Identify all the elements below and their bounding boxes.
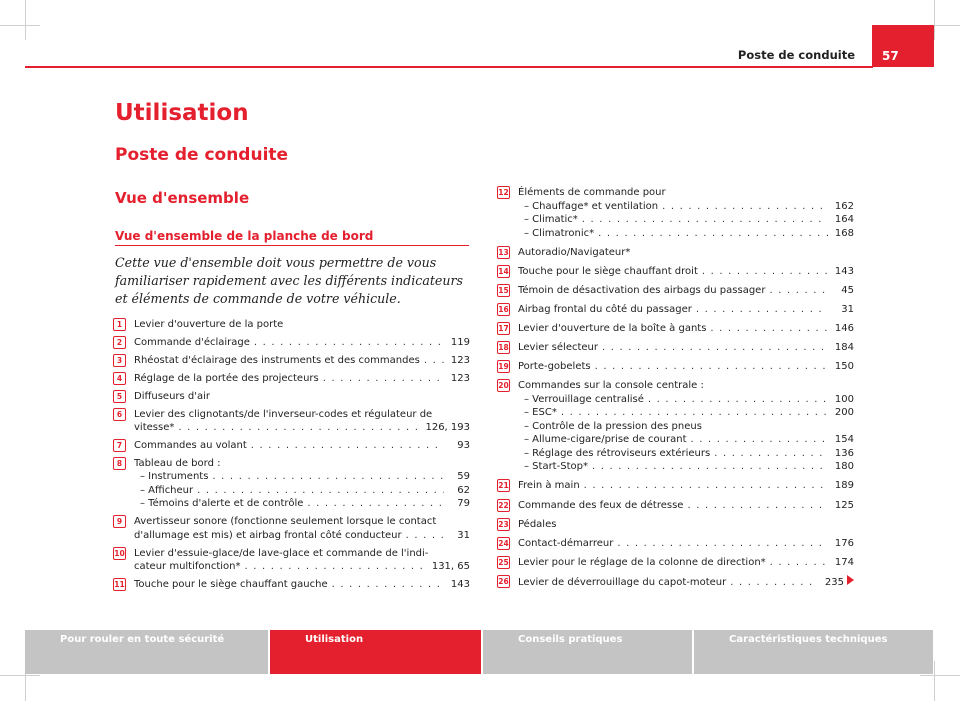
- legend-text: Diffuseurs d'air: [134, 390, 211, 402]
- legend-item: [113, 457, 470, 511]
- dot-leader: [648, 393, 828, 406]
- legend-number-badge: 15: [498, 285, 509, 295]
- legend-item: [113, 578, 470, 592]
- dot-leader: [212, 470, 444, 483]
- legend-item: [497, 379, 854, 474]
- dot-leader: [245, 560, 428, 573]
- legend-line: [134, 390, 470, 403]
- dot-leader: [561, 406, 828, 419]
- legend-text: Levier de déverrouillage du capot-moteur: [518, 576, 727, 588]
- legend-item: [113, 372, 470, 386]
- page-reference[interactable]: 45: [841, 284, 854, 296]
- legend-line: [518, 499, 854, 512]
- chapter-title: Utilisation: [115, 100, 249, 126]
- crop-mark: [920, 675, 960, 676]
- footer-tab[interactable]: [483, 630, 692, 674]
- page-reference[interactable]: 164: [834, 214, 854, 225]
- page-reference[interactable]: 131, 65: [431, 561, 470, 573]
- dot-leader: [406, 529, 444, 542]
- legend-text: – Témoins d'alerte et de contrôle: [140, 498, 304, 510]
- legend-item: [497, 575, 854, 589]
- legend-item: [497, 265, 854, 279]
- legend-line: [134, 515, 470, 528]
- legend-number-badge: 13: [498, 247, 509, 257]
- legend-text: Frein à main: [518, 480, 580, 492]
- legend-number-badge: 23: [498, 519, 509, 529]
- page-reference[interactable]: 93: [457, 439, 470, 451]
- legend-text: Contact-démarreur: [518, 537, 614, 549]
- page-reference[interactable]: 235: [824, 576, 844, 588]
- legend-line: [134, 421, 470, 434]
- page-reference[interactable]: 200: [834, 407, 854, 419]
- legend-text: – Chauffage* et ventilation: [524, 200, 659, 212]
- dot-leader: [582, 213, 828, 226]
- legend-number-badge: 11: [114, 580, 125, 589]
- legend-line: [518, 537, 854, 550]
- legend-item: [113, 515, 470, 542]
- legend-text: Levier d'ouverture de la porte: [134, 319, 284, 330]
- legend-item: [497, 322, 854, 336]
- legend-text: Airbag frontal du côté du passager: [518, 303, 692, 315]
- legend-line: [518, 341, 854, 354]
- legend-item: [497, 499, 854, 513]
- legend-text: – Climatronic*: [524, 227, 595, 239]
- page-number-box: [872, 25, 934, 67]
- legend-item: [113, 408, 470, 435]
- footer-tab-label: Caractéristiques techniques: [729, 634, 888, 645]
- dot-leader: [617, 537, 828, 550]
- dot-leader: [584, 479, 828, 492]
- legend-line: [134, 457, 470, 470]
- topic-title: Vue d'ensemble de la planche de bord: [115, 229, 374, 243]
- legend-item: [497, 518, 854, 532]
- legend-number-badge: 20: [498, 381, 509, 391]
- footer-nav: [25, 630, 935, 674]
- section-title: Poste de conduite: [115, 145, 289, 165]
- page-reference[interactable]: 31: [457, 529, 470, 541]
- legend-text: Touche pour le siège chauffant gauche: [134, 579, 328, 590]
- legend-line: [518, 200, 854, 213]
- legend-line: [518, 406, 854, 419]
- legend-line: [518, 460, 854, 473]
- legend-line: [134, 578, 470, 591]
- dot-leader: [714, 447, 828, 460]
- legend-item: [113, 354, 470, 368]
- dot-leader: [598, 227, 828, 240]
- dot-leader: [592, 460, 828, 473]
- topic-rule: [115, 245, 469, 246]
- legend-item: [497, 246, 854, 260]
- legend-item: [113, 318, 470, 332]
- legend-number-badge: 7: [113, 439, 126, 452]
- legend-line: [518, 246, 854, 259]
- page-reference[interactable]: 174: [834, 556, 854, 568]
- page-reference[interactable]: 125: [834, 499, 854, 511]
- legend-text: Levier d'essuie-glace/de lave-glace et commande de l'indi-: [134, 547, 429, 559]
- legend-line: [134, 529, 470, 542]
- legend-number-badge: 21: [498, 481, 509, 491]
- page-reference[interactable]: 79: [457, 498, 470, 510]
- legend-number-badge: 19: [498, 362, 509, 372]
- legend-line: [518, 303, 854, 316]
- legend-number-badge: 24: [498, 538, 509, 548]
- legend-text: – Contrôle de la pression des pneus: [524, 420, 702, 432]
- legend-line: [518, 379, 854, 392]
- page-reference[interactable]: 100: [834, 393, 854, 405]
- footer-tab-label: Pour rouler en toute sécurité: [60, 634, 225, 645]
- legend-text: – Afficheur: [140, 484, 194, 496]
- legend-line: [518, 265, 854, 278]
- crop-mark: [934, 0, 935, 40]
- page-reference[interactable]: 136: [834, 447, 854, 459]
- legend-text: d'allumage est mis) et airbag frontal côté conducteur: [134, 529, 402, 541]
- legend-line: [518, 360, 854, 373]
- legend-text: Avertisseur sonore (fonctionne seulement lorsque le contact: [134, 516, 437, 528]
- legend-line: [518, 556, 854, 569]
- legend-line: [518, 433, 854, 446]
- footer-tab[interactable]: [25, 630, 268, 674]
- legend-text: vitesse*: [134, 422, 175, 433]
- page-reference[interactable]: 119: [450, 336, 470, 348]
- legend-text: cateur multifonction*: [134, 561, 241, 573]
- header-rule: [25, 66, 873, 68]
- dot-leader: [770, 556, 828, 569]
- legend-line: [518, 393, 854, 406]
- legend-line: [518, 227, 854, 240]
- dot-leader: [702, 265, 828, 278]
- page-reference[interactable]: 180: [834, 461, 854, 473]
- legend-text: Commandes au volant: [134, 439, 247, 451]
- legend-line: [518, 447, 854, 460]
- legend-line: [518, 284, 854, 297]
- legend-line: [134, 408, 470, 421]
- legend-text: Éléments de commande pour: [518, 187, 666, 198]
- legend-item: [497, 556, 854, 570]
- legend-line: [518, 420, 854, 433]
- legend-text: Levier sélecteur: [518, 342, 598, 354]
- legend-text: Levier des clignotants/de l'inverseur-codes et régulateur de: [134, 408, 433, 420]
- page-reference[interactable]: 189: [834, 480, 854, 492]
- legend-text: – Instruments: [140, 471, 209, 483]
- legend-text: Commande d'éclairage: [134, 336, 250, 348]
- dot-leader: [691, 433, 829, 446]
- dot-leader: [307, 497, 444, 510]
- legend-number-badge: 14: [498, 266, 509, 276]
- legend-line: [518, 575, 854, 589]
- page-reference[interactable]: 59: [457, 471, 470, 483]
- legend-line: [134, 547, 470, 560]
- dot-leader: [197, 484, 444, 497]
- legend-text: Commande des feux de détresse: [518, 499, 684, 511]
- footer-tab-label: Conseils pratiques: [518, 634, 623, 645]
- crop-mark: [25, 0, 26, 40]
- legend-number-badge: 22: [498, 500, 509, 510]
- legend-line: [134, 484, 470, 497]
- page-reference[interactable]: 123: [450, 372, 470, 384]
- legend-item: [497, 479, 854, 493]
- footer-tab[interactable]: [694, 630, 933, 674]
- page-reference[interactable]: 168: [834, 227, 854, 239]
- legend-item: [113, 547, 470, 574]
- intro-text: Cette vue d'ensemble doit vous permettre de vous familiariser rapidement avec les différents indicateurs et éléments de commande de votre véhicule.: [115, 255, 463, 306]
- legend-line: [134, 470, 470, 483]
- legend-item: [113, 336, 470, 350]
- legend-text: – Climatic*: [524, 214, 578, 225]
- legend-line: [518, 479, 854, 492]
- legend-item: [497, 284, 854, 298]
- dot-leader: [595, 360, 828, 373]
- crop-mark: [0, 25, 40, 26]
- crop-mark: [0, 675, 40, 676]
- legend-line: [518, 518, 854, 531]
- legend-number-badge: 6: [113, 408, 126, 421]
- legend-line: [134, 372, 470, 385]
- legend-text: Témoin de désactivation des airbags du passager: [518, 284, 766, 296]
- legend-item: [497, 303, 854, 317]
- legend-item: [497, 537, 854, 551]
- legend-text: – Start-Stop*: [524, 461, 588, 473]
- subsection-title: Vue d'ensemble: [115, 189, 250, 207]
- dot-leader: [332, 578, 444, 591]
- legend-line: [134, 354, 470, 367]
- legend-line: [134, 560, 470, 573]
- dot-leader: [696, 303, 828, 316]
- dot-leader: [178, 421, 421, 434]
- legend-text: – Réglage des rétroviseurs extérieurs: [524, 447, 711, 459]
- legend-item: [497, 360, 854, 374]
- legend-number-badge: 26: [498, 576, 509, 586]
- page-number: 57: [882, 49, 899, 63]
- legend-text: Autoradio/Navigateur*: [518, 246, 631, 258]
- dot-leader: [662, 200, 828, 213]
- legend-number-badge: 9: [113, 515, 126, 528]
- dot-leader: [323, 372, 444, 385]
- page-reference[interactable]: 143: [834, 265, 854, 277]
- page-reference[interactable]: 146: [834, 323, 854, 334]
- legend-text: – Verrouillage centralisé: [524, 393, 644, 405]
- page-reference[interactable]: 154: [834, 434, 854, 446]
- page-reference[interactable]: 150: [834, 361, 854, 373]
- page-reference[interactable]: 31: [841, 303, 854, 315]
- legend-number-badge: 8: [113, 457, 126, 470]
- legend-text: Levier d'ouverture de la boîte à gants: [518, 323, 707, 334]
- legend-item: [113, 439, 470, 453]
- dot-leader: [251, 439, 444, 452]
- page-reference[interactable]: 126, 193: [425, 422, 470, 433]
- legend-text: Touche pour le siège chauffant droit: [518, 265, 698, 277]
- legend-line: [518, 186, 854, 199]
- footer-tab-label: Utilisation: [305, 634, 364, 645]
- page-reference[interactable]: 162: [834, 200, 854, 212]
- footer-tab[interactable]: [270, 630, 481, 674]
- dot-leader: [602, 341, 828, 354]
- legend-text: Porte-gobelets: [518, 361, 591, 373]
- legend-text: Commandes sur la console centrale :: [518, 380, 704, 392]
- legend-number-badge: 25: [498, 557, 509, 567]
- page-reference[interactable]: 176: [834, 537, 854, 549]
- legend-number-badge: 17: [498, 324, 509, 333]
- legend-line: [134, 318, 470, 331]
- legend-number-badge: 4: [113, 372, 126, 385]
- legend-number-badge: 18: [498, 343, 509, 353]
- continue-arrow-icon: [847, 575, 854, 585]
- dot-leader: [769, 284, 828, 297]
- legend-number-badge: 5: [113, 390, 126, 403]
- dot-leader: [687, 499, 828, 512]
- dot-leader: [730, 576, 818, 589]
- legend-number-badge: 10: [114, 548, 125, 558]
- legend-number-badge: 1: [113, 318, 126, 331]
- legend-text: Tableau de bord :: [134, 457, 221, 469]
- legend-item: [497, 186, 854, 240]
- legend-line: [134, 497, 470, 510]
- legend-text: Pédales: [518, 518, 557, 530]
- page-reference[interactable]: 123: [450, 354, 470, 366]
- legend-line: [134, 439, 470, 452]
- legend-text: – Allume-cigare/prise de courant: [524, 434, 687, 446]
- legend-line: [518, 213, 854, 226]
- legend-text: Réglage de la portée des projecteurs: [134, 372, 319, 384]
- legend-number-badge: 16: [498, 304, 509, 314]
- header-section-title: Poste de conduite: [737, 48, 855, 62]
- legend-number-badge: 2: [113, 336, 126, 349]
- page-reference[interactable]: 62: [457, 484, 470, 496]
- legend-text: Levier pour le réglage de la colonne de direction*: [518, 556, 766, 568]
- page-reference[interactable]: 184: [834, 342, 854, 354]
- legend-number-badge: 12: [498, 188, 509, 197]
- legend-text: – ESC*: [524, 407, 557, 419]
- legend-line: [518, 322, 854, 335]
- legend-line: [134, 336, 470, 349]
- page-reference[interactable]: 143: [450, 579, 470, 590]
- legend-text: Rhéostat d'éclairage des instruments et des commandes: [134, 354, 420, 366]
- dot-leader: [710, 322, 828, 335]
- legend-item: [497, 341, 854, 355]
- dot-leader: [424, 354, 444, 367]
- legend-item: [113, 390, 470, 404]
- legend-number-badge: 3: [113, 354, 126, 367]
- dot-leader: [254, 336, 444, 349]
